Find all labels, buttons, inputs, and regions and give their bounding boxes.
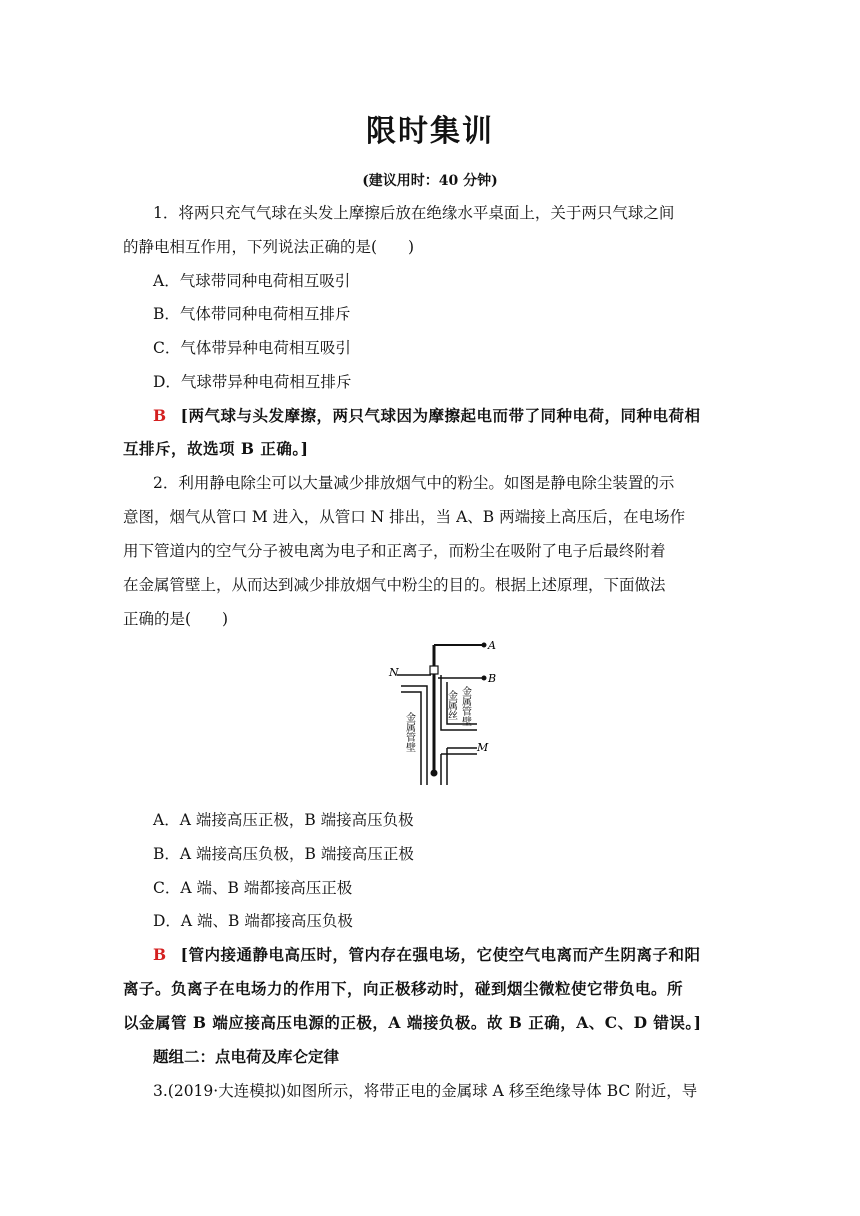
q1-option-c: C．气体带异种电荷相互吸引 (153, 339, 351, 357)
q2-answer-key: B (153, 945, 167, 964)
q1-analysis-line2: 互排斥，故选项 B 正确。] (123, 439, 309, 458)
q1-option-b: B．气体带同种电荷相互排斥 (153, 305, 351, 323)
q1-analysis-line1 (153, 406, 773, 426)
q2-option-d: D．A 端、B 端都接高压负极 (153, 912, 353, 930)
label-b: B (488, 672, 497, 685)
q2-stem-line2: 意图，烟气从管口 M 进入，从管口 N 排出，当 A、B 两端接上高压后，在电场作 (123, 508, 686, 526)
q2-option-b: B．A 端接高压负极，B 端接高压正极 (153, 845, 414, 863)
q2-stem-line1: 2．利用静电除尘可以大量减少排放烟气中的粉尘。如图是静电除尘装置的示 (153, 474, 675, 492)
q1-stem-line2: 的静电相互作用，下列说法正确的是( ) (123, 238, 415, 256)
q2-analysis-text: [管内接通静电高压时，管内存在强电场，它使空气电离而产生阴离子和阳 (180, 945, 701, 964)
label-right-wall: 金属管壁 (459, 686, 471, 726)
q2-option-a: A．A 端接高压正极，B 端接高压负极 (153, 811, 414, 829)
q2-stem-line3: 用下管道内的空气分子被电离为电子和正离子，而粉尘在吸附了电子后最终附着 (123, 542, 666, 560)
q1-stem-line1: 1．将两只充气气球在头发上摩擦后放在绝缘水平桌面上，关于两只气球之间 (153, 204, 675, 222)
q3-stem-line1: 3.(2019·大连模拟)如图所示，将带正电的金属球 A 移至绝缘导体 BC 附近，导 (153, 1082, 698, 1100)
label-a: A (488, 640, 496, 652)
q1-answer-key: B (153, 406, 167, 425)
suggested-time: (建议用时：40 分钟) (362, 173, 498, 189)
label-n: N (389, 666, 399, 679)
q2-analysis-line3: 以金属管 B 端应接高压电源的正极，A 端接负极。故 B 正确，A、C、D 错误。] (123, 1013, 702, 1032)
label-left-wall: 金属管壁 (403, 712, 415, 752)
section-heading: 题组二：点电荷及库仑定律 (153, 1047, 340, 1066)
q2-analysis-line1 (153, 945, 773, 965)
page-title: 限时集训 (366, 114, 494, 149)
terminal-a (482, 643, 487, 648)
q2-analysis-line2: 离子。负离子在电场力的作用下，向正极移动时，碰到烟尘微粒使它带负电。所 (123, 979, 684, 998)
label-m: M (477, 741, 489, 754)
q1-analysis-text: [两气球与头发摩擦，两只气球因为摩擦起电而带了同种电荷，同种电荷相 (180, 406, 701, 425)
terminal-b (482, 676, 487, 681)
label-wire: 金属丝 (445, 690, 457, 720)
q2-stem-line5: 正确的是( ) (123, 610, 229, 628)
precipitator-diagram (385, 640, 505, 790)
q2-option-c: C．A 端、B 端都接高压正极 (153, 879, 353, 897)
insulator (430, 666, 438, 674)
q2-stem-line4: 在金属管壁上，从而达到减少排放烟气中粉尘的目的。根据上述原理，下面做法 (123, 576, 666, 594)
q1-option-a: A．气球带同种电荷相互吸引 (153, 272, 351, 290)
q1-option-d: D．气球带异种电荷相互排斥 (153, 373, 352, 391)
wire-weight (431, 770, 438, 777)
